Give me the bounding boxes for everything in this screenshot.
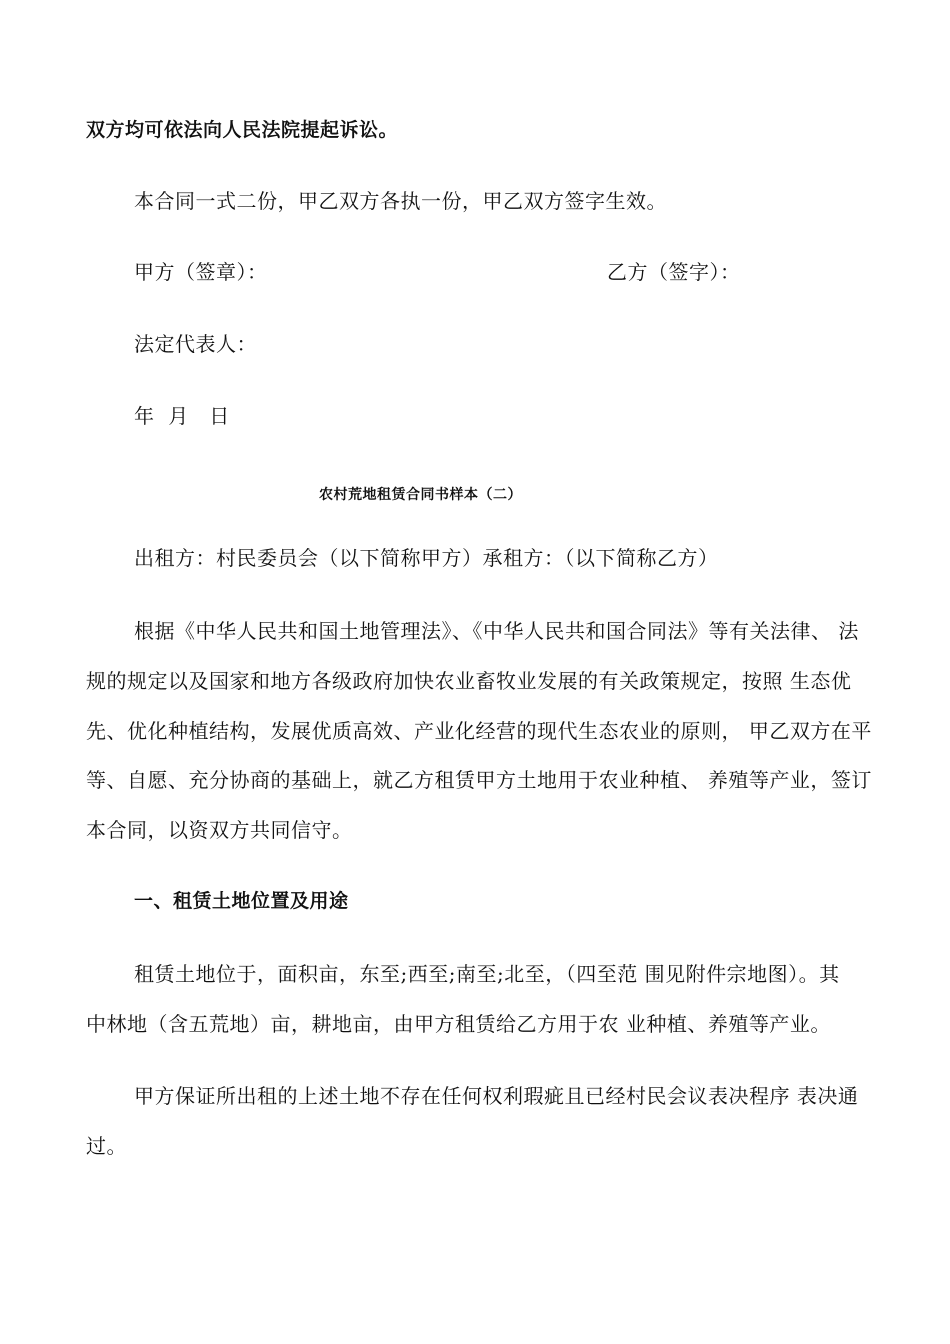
party-a-signature-label: 甲方（签章）： (134, 260, 268, 284)
section-1-heading: 一、租赁土地位置及用途 (134, 890, 349, 912)
section-1-paragraph-line: 租赁土地位于，面积亩，东至;西至;南至;北至，（四至范 围见附件宗地图）。其 (134, 962, 840, 986)
preamble-line: 本合同，以资双方共同信守。 (86, 818, 353, 842)
parties-line: 出租方：村民委员会（以下简称甲方）承租方：（以下简称乙方） (134, 546, 719, 570)
date-line: 年 月 日 (134, 404, 230, 428)
closing-clause: 双方均可依法向人民法院提起诉讼。 (86, 119, 399, 141)
preamble-line: 规的规定以及国家和地方各级政府加快农业畜牧业发展的有关政策规定，按照 生态优 (86, 669, 852, 693)
party-b-signature-label: 乙方（签字）： (607, 260, 741, 284)
section-1-paragraph-line: 中林地（含五荒地）亩，耕地亩，由甲方租赁给乙方用于农 业种植、养殖等产业。 (86, 1012, 831, 1036)
sample-title: 农村荒地租赁合同书样本（二） (319, 487, 522, 503)
copies-clause: 本合同一式二份，甲乙双方各执一份，甲乙双方签字生效。 (134, 189, 667, 213)
preamble-line: 等、自愿、充分协商的基础上，就乙方租赁甲方土地用于农业种植、 养殖等产业，签订 (86, 768, 872, 792)
preamble-line: 先、优化种植结构，发展优质高效、产业化经营的现代生态农业的原则， 甲乙双方在平 (86, 719, 872, 743)
section-1-paragraph-line: 过。 (86, 1134, 127, 1158)
preamble-line: 根据《中华人民共和国土地管理法》、《中华人民共和国合同法》等有关法律、 法 (134, 619, 859, 643)
section-1-paragraph-line: 甲方保证所出租的上述土地不存在任何权利瑕疵且已经村民会议表决程序 表决通 (134, 1084, 859, 1108)
legal-representative-label: 法定代表人： (134, 332, 257, 356)
